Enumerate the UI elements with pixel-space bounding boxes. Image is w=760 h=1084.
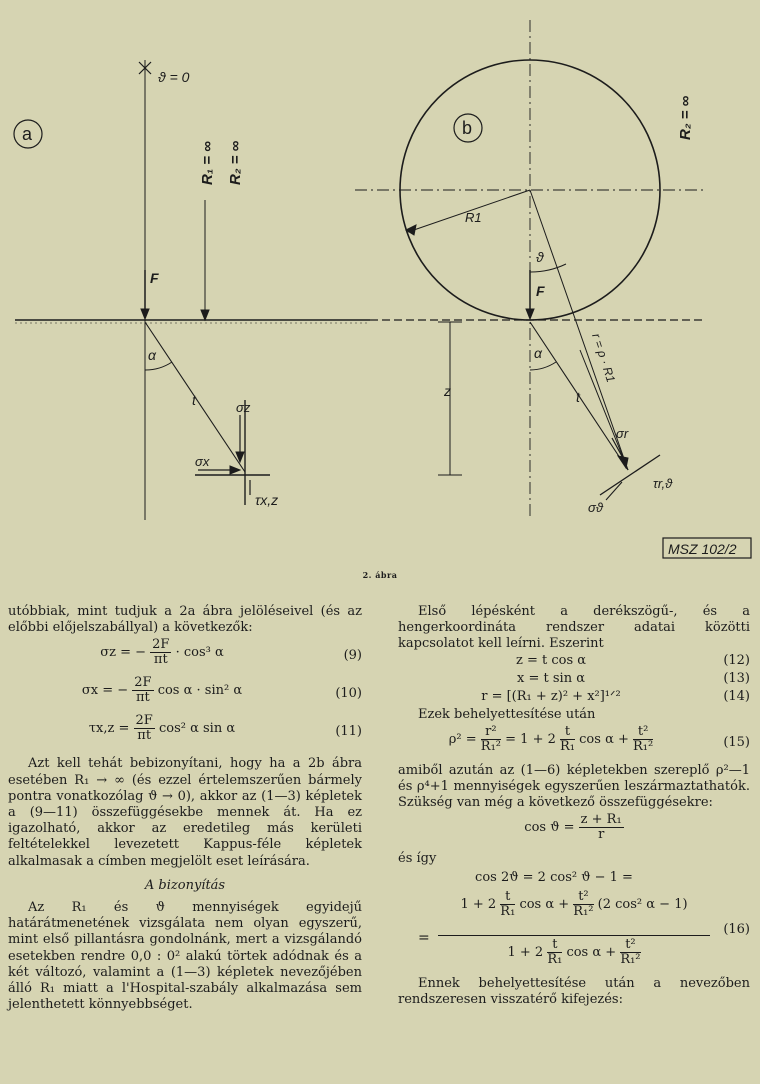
right-paragraph-1: Első lépésként a derékszögű-, és a hengerkoordináta rendszer adatai közötti kapcsolatot kell leírni. Eszerint: [398, 604, 750, 652]
r2-infinity-label: R₂ = ∞: [227, 140, 244, 185]
r1-infinity-label: R₁ = ∞: [199, 141, 216, 185]
theta-zero-label: ϑ = 0: [158, 69, 190, 85]
right-paragraph-5: Ennek behelyettesítése után a nevezőben rendszeresen visszatérő kifejezés:: [398, 975, 750, 1007]
t-label-b: t: [576, 389, 580, 405]
right-column: [398, 604, 750, 1008]
theta-label-b: ϑ: [536, 249, 544, 265]
right-paragraph-2: Ezek behelyettesítése után: [418, 706, 596, 722]
left-column: [8, 604, 362, 1013]
equation-number: (10): [335, 686, 362, 702]
equation-12: z = t cos α (12): [515, 652, 750, 668]
equation-cos-theta: cos ϑ = $\frac{\text{z + R₁}}{r}$: [524, 812, 622, 843]
tau-xz-label: τx,z: [255, 492, 279, 508]
z-label: z: [444, 383, 451, 399]
section-heading: A bizonyítás: [144, 877, 226, 893]
tau-r-theta-label: τr,ϑ: [653, 476, 673, 491]
figure-caption: 2. ábra: [362, 570, 398, 580]
equation-number: (12): [723, 652, 750, 668]
r2-infinity-label-b: R₂ = ∞: [677, 95, 694, 140]
t-label-a: t: [192, 392, 196, 408]
equation-number: (11): [335, 724, 362, 740]
equation-11: τx,z = $\frac{2F}{\pi t}$ cos² α sin α (11): [88, 713, 362, 744]
left-paragraph-2: Azt kell tehát bebizonyítani, hogy ha a 2b ábra esetében R₁ → ∞ (és ezzel értelemszerűen bármely pontra vonatkozólag ϑ → 0), akkor az (1—3) képletek a (9—11) összefüggésekbe mennek át. Ha ez igazolható, akkor az eredetileg más kerületi feltételekkel levezetett Kappus-féle képletek alkalmasak a címben megjelölt eset leírására.: [8, 756, 362, 869]
equation-number: (13): [723, 670, 750, 686]
right-paragraph-3: amiből azután az (1—6) képletekben szereplő ρ²—1 és ρ⁴+1 mennyiségek egyszerűen leszármaztathatók. Szükség van még a következő összefüggésekre:: [398, 762, 750, 811]
sigma-theta-label: σϑ: [588, 500, 603, 515]
sigma-r-label: σr: [616, 426, 629, 441]
equation-number: (14): [723, 688, 750, 704]
force-f-label-b: F: [536, 283, 545, 299]
equation-15: ρ² = $\frac{\text{r²}}{\text{R₁²}}$ = 1 + 2 $\frac{t}{\text{R₁}}$ cos α + $\frac{\text{t²}}{\text{R₁²}}$ (15): [448, 723, 750, 754]
sigma-z-label: σz: [236, 400, 251, 415]
force-f-label-a: F: [150, 270, 159, 286]
alpha-label-b: α: [534, 345, 542, 361]
right-paragraph-4: és így: [398, 851, 437, 867]
equation-number: (9): [343, 648, 362, 664]
alpha-label-a: α: [148, 347, 156, 363]
r1-radius-label: R1: [465, 210, 482, 225]
left-paragraph-3: Az R₁ és ϑ mennyiségek egyidejű határátmenetének vizsgálata nem olyan egyszerű, mint első pillantásra gondolnánk, mert a vizsgálandó esetekben rendre 0,0 : 0² alakú törtek adódnak és a két változó, valamint a (1—3) képletek nevezőjében álló R₁ miatt a l'Hospital-szabály alkalmazása sem jelenthetett könnyebbséget.: [8, 900, 362, 1013]
equation-14: r = [(R₁ + z)² + x²]¹ᐟ² (14): [481, 688, 750, 704]
standard-stamp: MSZ 102/2: [668, 541, 737, 557]
equation-number: (15): [723, 734, 750, 750]
r-expression-label: r = ρ · R1: [589, 331, 619, 385]
panel-a-label: a: [22, 124, 33, 144]
equation-16: cos 2ϑ = 2 cos² ϑ − 1 = 1 + 2 $\frac{t}{\text{R₁}}$ cos α + $\frac{\text{t²}}{\text{R₁²}}$ (2 cos² α − 1) = 1 + 2 $\frac{t}{\text{R₁}}$ cos α + $\frac{\text{t²}}{\text{R₁²}}$ (16): [418, 869, 750, 967]
equation-13: x = t sin α (13): [517, 670, 750, 686]
left-paragraph-1: utóbbiak, mint tudjuk a 2a ábra jelöléseivel (és az előbbi előjelszabállyal) a következők:: [8, 604, 362, 636]
sigma-x-label: σx: [195, 454, 210, 469]
equation-number: (16): [723, 921, 750, 937]
panel-b-label: b: [462, 118, 473, 138]
equation-9: σz = − $\frac{2F}{\pi t}$ · cos³ α (9): [100, 637, 362, 668]
fraction-bar: [438, 935, 710, 936]
equation-10: σx = − $\frac{2F}{\pi t}$ cos α · sin² α (10): [81, 675, 362, 706]
